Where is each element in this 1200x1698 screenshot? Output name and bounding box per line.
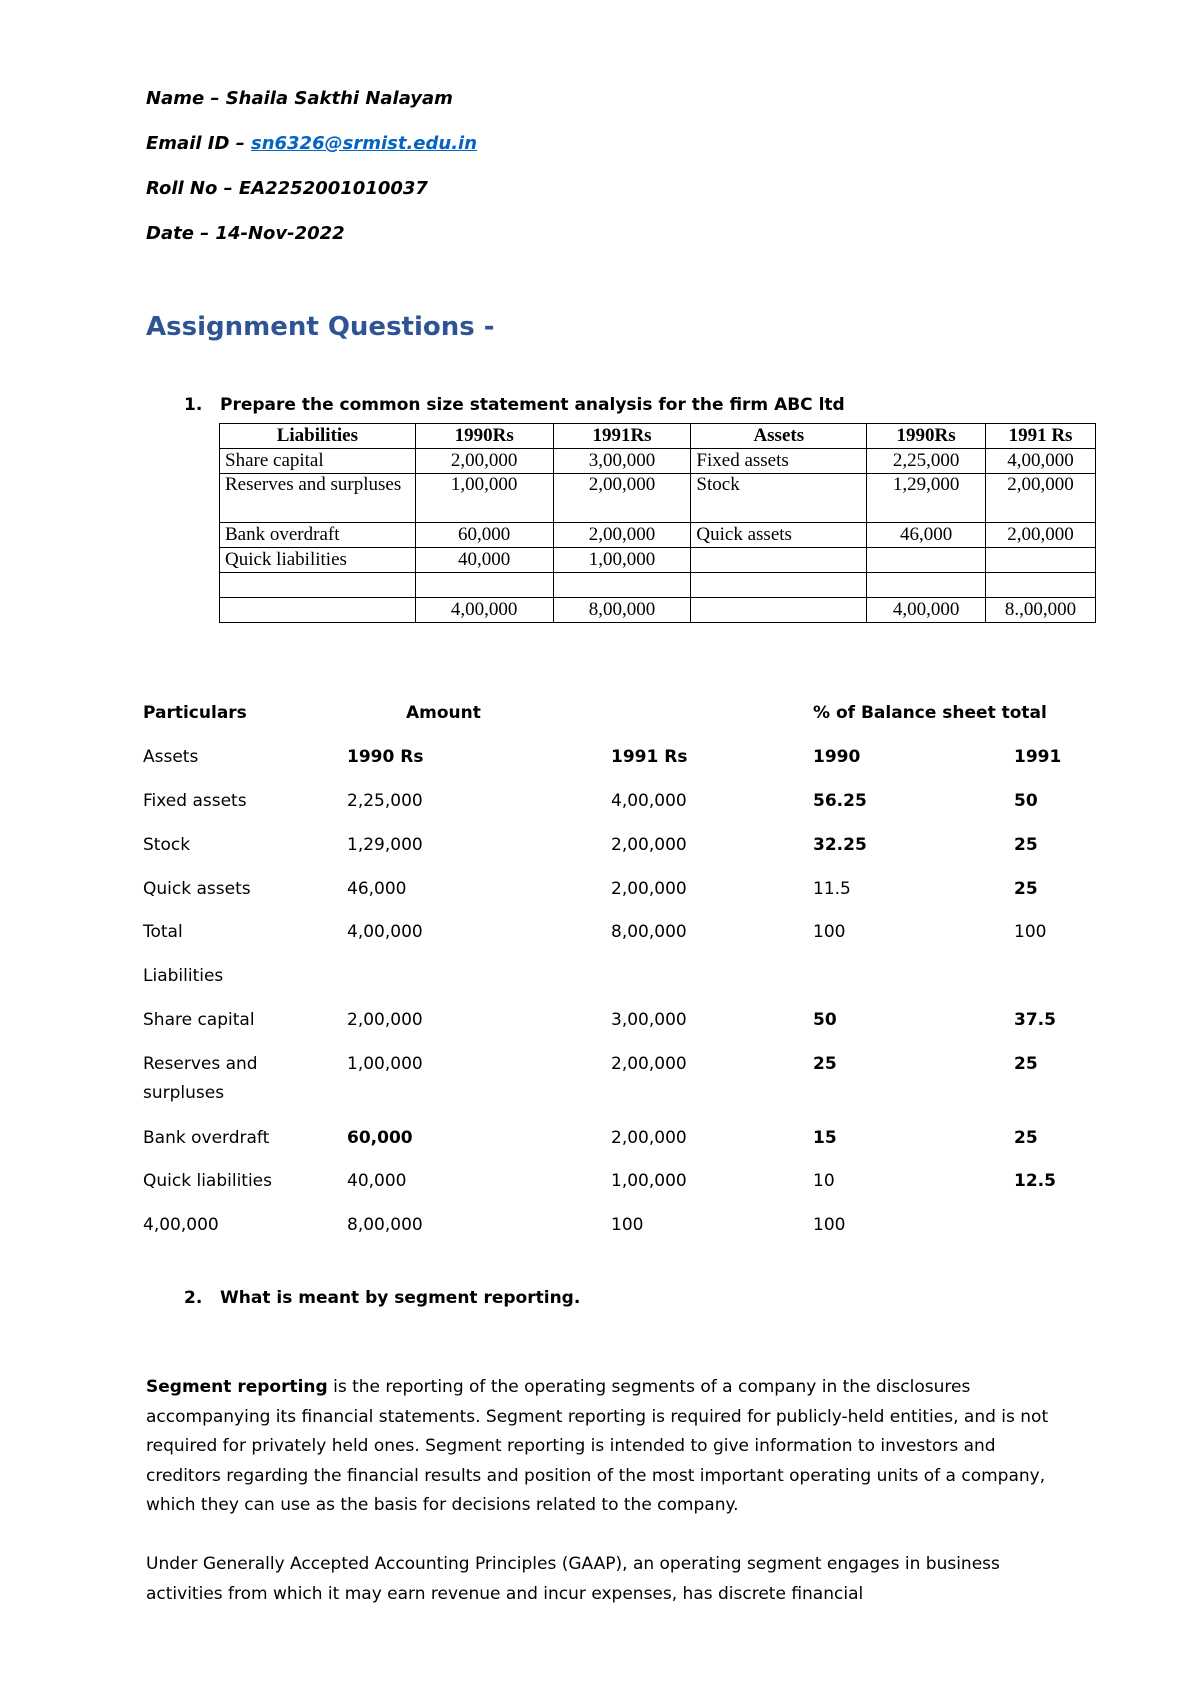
row-label: Quick assets	[143, 879, 251, 899]
table-cell: 60,000	[415, 523, 553, 548]
balance-sheet-header-row	[220, 424, 1096, 449]
analysis-row	[143, 1010, 1103, 1036]
year-header: 1990 Rs	[347, 747, 424, 767]
balance-sheet-table	[219, 423, 1096, 623]
table-cell	[986, 548, 1096, 573]
email-label: Email ID –	[146, 133, 251, 154]
table-cell	[867, 548, 986, 573]
row-label: Reserves and	[143, 1054, 258, 1074]
row-percent: 50	[813, 1010, 837, 1030]
answer-paragraph-1	[146, 1373, 1066, 1521]
analysis-header-row	[143, 703, 1103, 729]
row-percent: 50	[1014, 791, 1038, 811]
row-label: Bank overdraft	[143, 1128, 270, 1148]
row-percent: 37.5	[1014, 1010, 1056, 1030]
year-header: 1991 Rs	[611, 747, 688, 767]
table-cell: Fixed assets	[691, 449, 867, 474]
table-cell: Reserves and surpluses	[220, 474, 416, 523]
table-total-row	[220, 598, 1096, 623]
analysis-row	[143, 879, 1103, 905]
question-2-text: What is meant by segment reporting.	[220, 1288, 581, 1308]
table-cell: 2,00,000	[553, 523, 691, 548]
table-row	[220, 548, 1096, 573]
table-cell: 1,00,000	[553, 548, 691, 573]
table-cell	[986, 573, 1096, 598]
row-value: 8,00,000	[611, 922, 687, 942]
row-percent: 25	[1014, 1128, 1038, 1148]
row-percent: 11.5	[813, 879, 851, 899]
table-row	[220, 474, 1096, 523]
roll-number: Roll No – EA2252001010037	[146, 178, 428, 199]
question-1-text: Prepare the common size statement analysis for the firm ABC ltd	[220, 395, 845, 415]
row-value: 1,29,000	[347, 835, 423, 855]
row-percent: 15	[813, 1128, 837, 1148]
table-cell	[415, 573, 553, 598]
particulars-header: Particulars	[143, 703, 247, 723]
year-header: 1991	[1014, 747, 1062, 767]
row-value: 1,00,000	[347, 1054, 423, 1074]
analysis-subheader-row	[143, 747, 1103, 773]
row-percent: 56.25	[813, 791, 867, 811]
row-value: 3,00,000	[611, 1010, 687, 1030]
row-percent: 100	[813, 922, 846, 942]
row-percent: 100	[1014, 922, 1047, 942]
row-value: 46,000	[347, 879, 407, 899]
answer-text: is the reporting of the operating segments of a company in the disclosures accompanying its financial statements. Segment reporting is required for publicly-held entities, and is not required for privately held ones. Segment reporting is intended to give information to investors and creditors regarding the financial results and position of the most important operating units of a company, which they can use as the basis for decisions related to the company.	[146, 1377, 1049, 1515]
header-cell: Liabilities	[220, 424, 416, 449]
analysis-row	[143, 835, 1103, 861]
row-value: 1,00,000	[611, 1171, 687, 1191]
header-cell: 1991 Rs	[986, 424, 1096, 449]
table-cell: Share capital	[220, 449, 416, 474]
table-cell	[691, 573, 867, 598]
question-2-number: 2.	[184, 1288, 203, 1308]
email-line	[146, 133, 477, 154]
table-cell: 4,00,000	[986, 449, 1096, 474]
row-value: 4,00,000	[143, 1215, 219, 1235]
row-value: 2,00,000	[611, 1128, 687, 1148]
row-percent: 10	[813, 1171, 835, 1191]
section-label: Liabilities	[143, 966, 224, 986]
row-label: Fixed assets	[143, 791, 247, 811]
table-cell: 2,25,000	[867, 449, 986, 474]
header-cell: 1991Rs	[553, 424, 691, 449]
row-value: 100	[611, 1215, 644, 1235]
table-cell: 46,000	[867, 523, 986, 548]
row-percent: 25	[1014, 879, 1038, 899]
table-cell: Quick assets	[691, 523, 867, 548]
table-cell: 4,00,000	[867, 598, 986, 623]
row-value: 60,000	[347, 1128, 413, 1148]
analysis-row	[143, 1054, 1103, 1080]
year-header: 1990	[813, 747, 861, 767]
amount-header: Amount	[406, 703, 481, 723]
table-cell: 40,000	[415, 548, 553, 573]
table-cell: 8,00,000	[553, 598, 691, 623]
table-cell: 2,00,000	[553, 474, 691, 523]
table-row	[220, 523, 1096, 548]
row-value: 2,00,000	[347, 1010, 423, 1030]
row-percent: 32.25	[813, 835, 867, 855]
table-cell	[553, 573, 691, 598]
row-value: 100	[813, 1215, 846, 1235]
table-row	[220, 573, 1096, 598]
row-value: 2,00,000	[611, 1054, 687, 1074]
table-row	[220, 449, 1096, 474]
row-label: Quick liabilities	[143, 1171, 273, 1191]
table-cell: 4,00,000	[415, 598, 553, 623]
header-cell: 1990Rs	[415, 424, 553, 449]
table-cell: 8.,00,000	[986, 598, 1096, 623]
table-cell: Quick liabilities	[220, 548, 416, 573]
table-cell	[867, 573, 986, 598]
table-cell: Stock	[691, 474, 867, 523]
analysis-row	[143, 966, 1103, 992]
header-cell: Assets	[691, 424, 867, 449]
row-label: Stock	[143, 835, 191, 855]
table-cell: 2,00,000	[986, 523, 1096, 548]
row-label: Share capital	[143, 1010, 255, 1030]
row-value: 4,00,000	[347, 922, 423, 942]
assignment-heading: Assignment Questions -	[146, 312, 495, 342]
table-cell: Bank overdraft	[220, 523, 416, 548]
email-link[interactable]: sn6326@srmist.edu.in	[250, 133, 478, 154]
row-value: 8,00,000	[347, 1215, 423, 1235]
row-value: 2,25,000	[347, 791, 423, 811]
table-cell: 1,29,000	[867, 474, 986, 523]
answer-paragraph-2: Under Generally Accepted Accounting Principles (GAAP), an operating segment engages in business activities from which it may earn revenue and incur expenses, has discrete financial	[146, 1554, 1000, 1604]
analysis-row	[143, 922, 1103, 948]
analysis-row-continuation	[143, 1083, 1103, 1109]
table-cell	[220, 573, 416, 598]
header-cell: 1990Rs	[867, 424, 986, 449]
row-label: Total	[143, 922, 183, 942]
analysis-row	[143, 791, 1103, 817]
submission-date: Date – 14-Nov-2022	[146, 223, 345, 244]
table-cell: 1,00,000	[415, 474, 553, 523]
table-cell	[220, 598, 416, 623]
analysis-row	[143, 1128, 1103, 1154]
analysis-row	[143, 1215, 1103, 1241]
student-name: Name – Shaila Sakthi Nalayam	[146, 88, 453, 109]
table-cell: 2,00,000	[986, 474, 1096, 523]
row-percent: 25	[813, 1054, 837, 1074]
row-value: 40,000	[347, 1171, 407, 1191]
assets-label: Assets	[143, 747, 199, 767]
row-value: 2,00,000	[611, 879, 687, 899]
row-label: surpluses	[143, 1083, 225, 1103]
row-percent: 12.5	[1014, 1171, 1056, 1191]
analysis-row	[143, 1171, 1103, 1197]
row-value: 4,00,000	[611, 791, 687, 811]
table-cell	[691, 548, 867, 573]
table-cell: 2,00,000	[415, 449, 553, 474]
percent-header: % of Balance sheet total	[813, 703, 1047, 723]
table-cell	[691, 598, 867, 623]
row-percent: 25	[1014, 1054, 1038, 1074]
row-value: 2,00,000	[611, 835, 687, 855]
row-percent: 25	[1014, 835, 1038, 855]
question-1-number: 1.	[184, 395, 203, 415]
answer-term: Segment reporting	[146, 1377, 328, 1397]
table-cell: 3,00,000	[553, 449, 691, 474]
